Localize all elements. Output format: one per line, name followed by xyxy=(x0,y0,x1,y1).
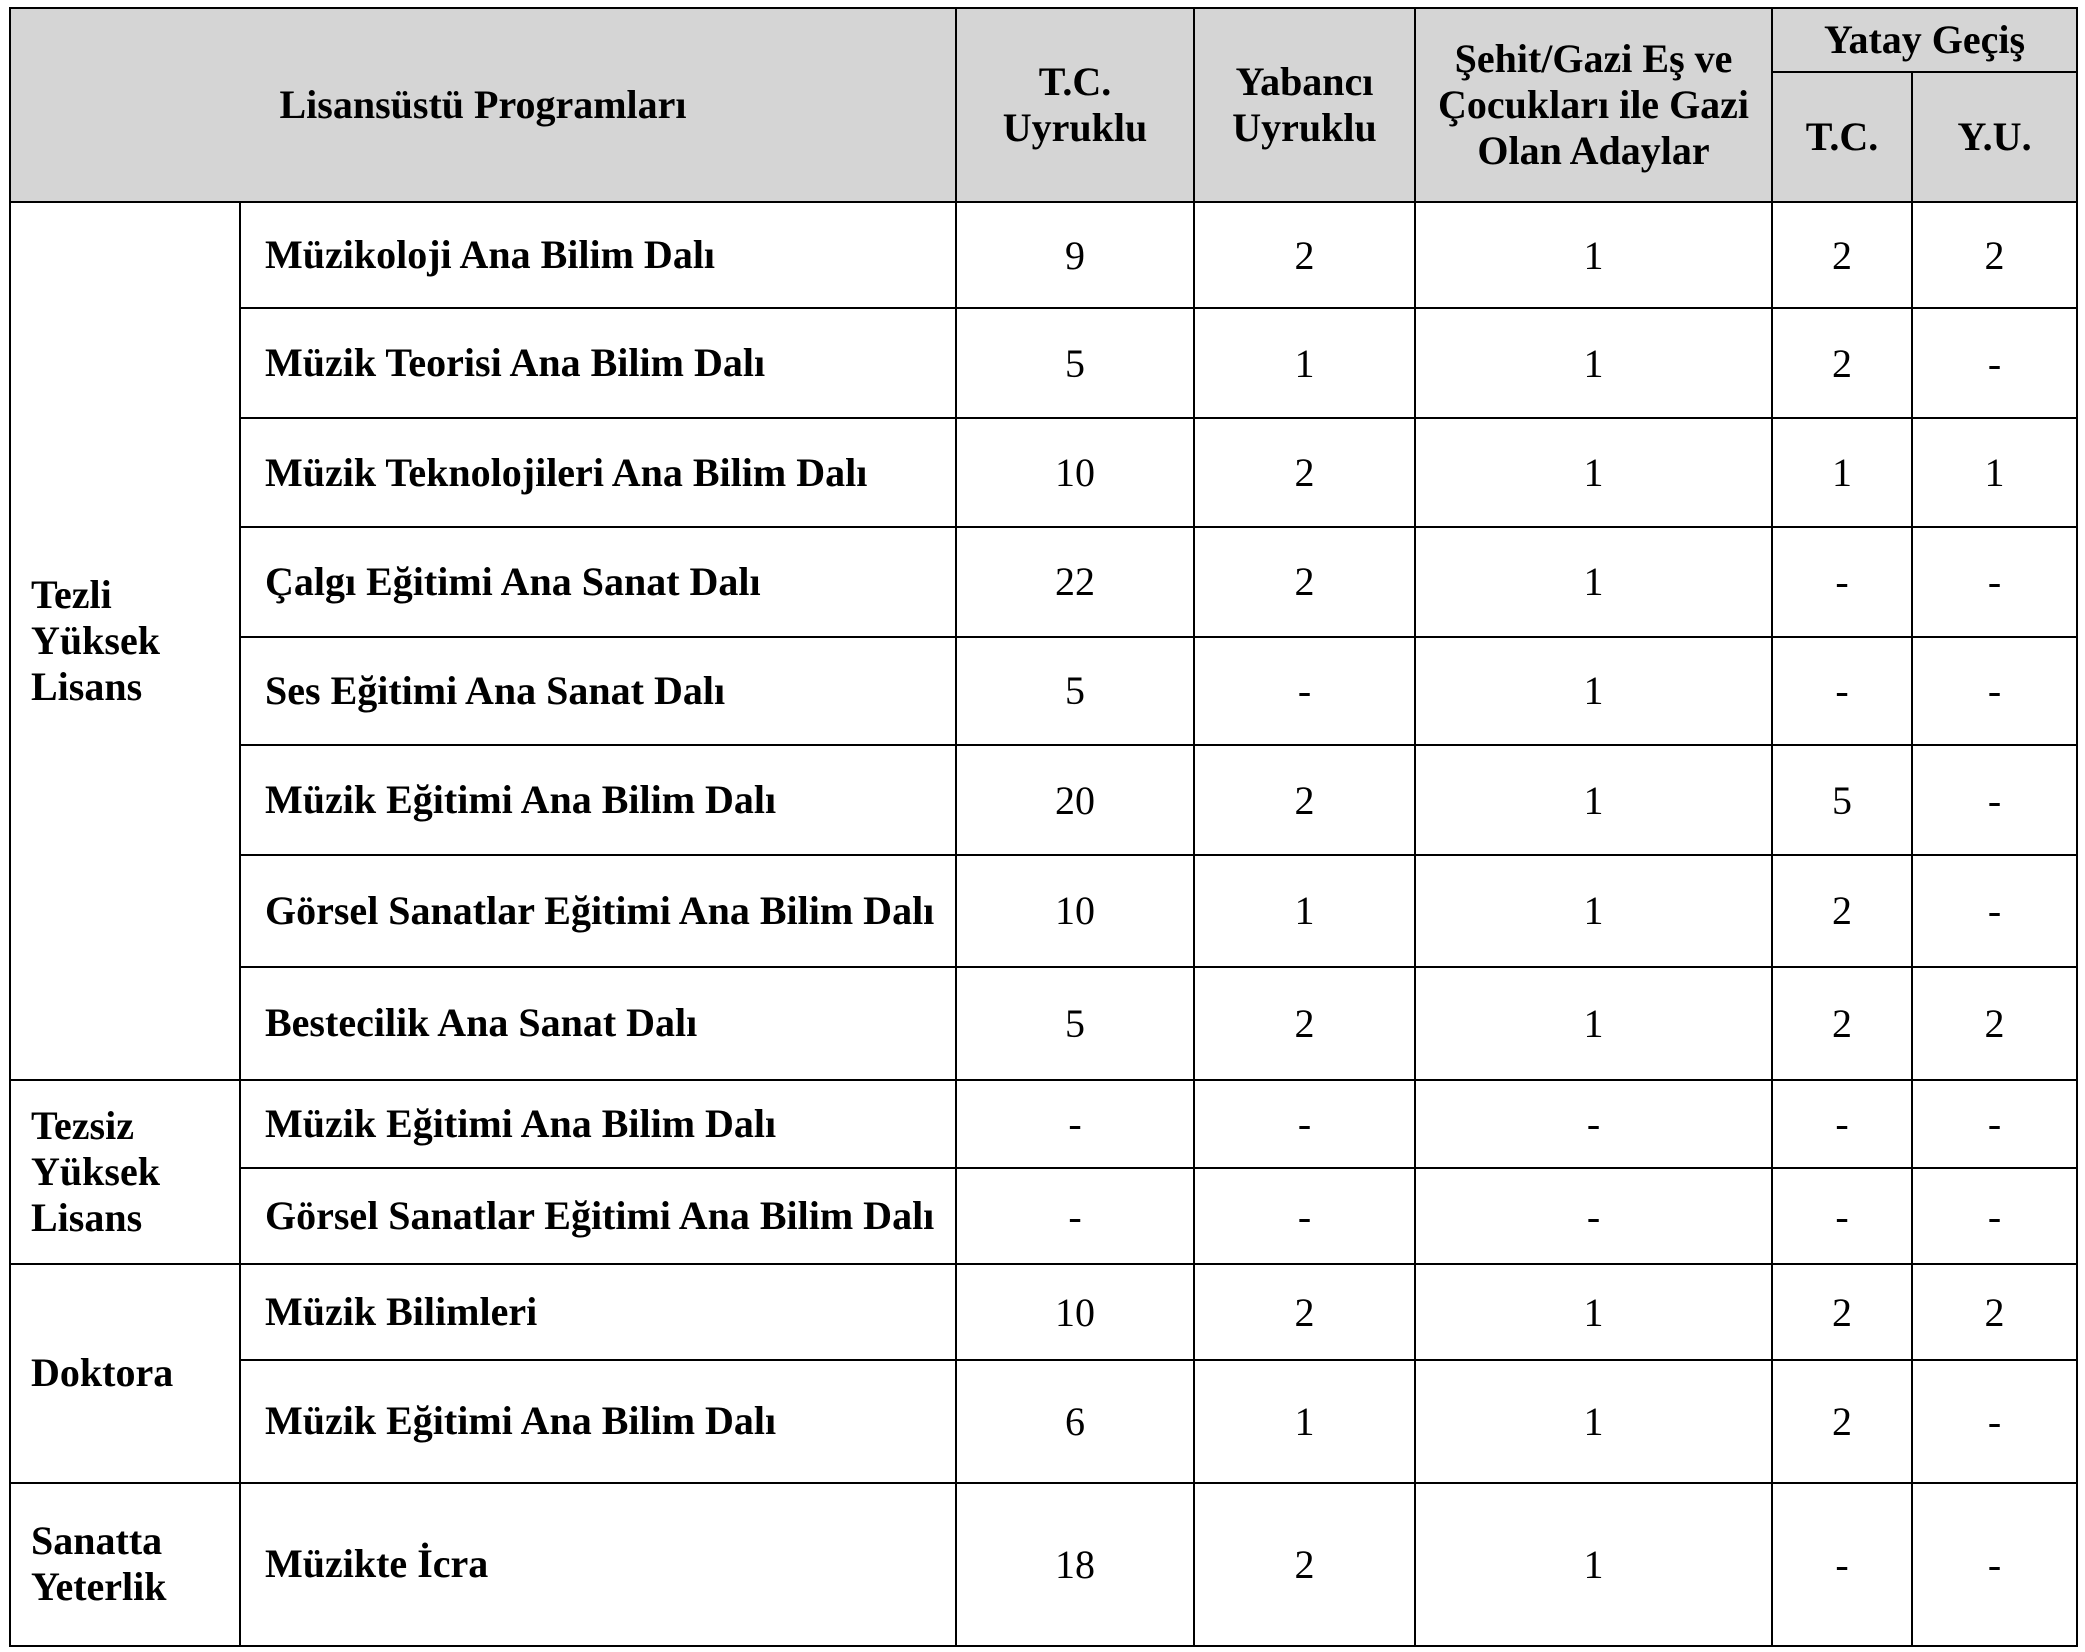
quota-martyr-veteran: 1 xyxy=(1415,855,1772,966)
quota-foreign-nationals: - xyxy=(1194,1168,1415,1264)
program-name: Müzikte İcra xyxy=(240,1483,956,1646)
quota-foreign-nationals: 2 xyxy=(1194,745,1415,855)
program-group-label: Tezsiz Yüksek Lisans xyxy=(31,1102,160,1240)
quota-tc-nationals: 9 xyxy=(956,202,1194,308)
table-row xyxy=(10,855,2077,966)
quota-martyr-veteran: 1 xyxy=(1415,308,1772,418)
quota-tc-nationals: 5 xyxy=(956,967,1194,1080)
table-row xyxy=(10,202,2077,308)
quota-transfer-tc: - xyxy=(1772,527,1912,637)
quota-martyr-veteran: 1 xyxy=(1415,418,1772,526)
quota-martyr-veteran: 1 xyxy=(1415,637,1772,745)
program-name: Müzik Eğitimi Ana Bilim Dalı xyxy=(240,745,956,855)
quota-transfer-tc: 2 xyxy=(1772,1264,1912,1360)
table-row xyxy=(10,745,2077,855)
program-group xyxy=(10,1483,240,1646)
header-programs: Lisansüstü Programları xyxy=(10,8,956,202)
quota-transfer-yu: - xyxy=(1912,1080,2077,1168)
table-header xyxy=(10,8,2077,202)
quota-foreign-nationals: 2 xyxy=(1194,1483,1415,1646)
quota-tc-nationals: 5 xyxy=(956,308,1194,418)
program-name: Müzik Teknolojileri Ana Bilim Dalı xyxy=(240,418,956,526)
quota-martyr-veteran: 1 xyxy=(1415,527,1772,637)
quota-foreign-nationals: 2 xyxy=(1194,418,1415,526)
table-body xyxy=(10,202,2077,1646)
quota-martyr-veteran: 1 xyxy=(1415,745,1772,855)
quota-tc-nationals: - xyxy=(956,1080,1194,1168)
program-group xyxy=(10,1080,240,1264)
table-row xyxy=(10,418,2077,526)
quota-transfer-yu: - xyxy=(1912,308,2077,418)
program-name: Müzik Bilimleri xyxy=(240,1264,956,1360)
quota-martyr-veteran: 1 xyxy=(1415,1483,1772,1646)
quota-transfer-tc: 1 xyxy=(1772,418,1912,526)
quota-transfer-tc: 2 xyxy=(1772,967,1912,1080)
table-row xyxy=(10,637,2077,745)
program-name: Ses Eğitimi Ana Sanat Dalı xyxy=(240,637,956,745)
quota-transfer-tc: - xyxy=(1772,1483,1912,1646)
quota-tc-nationals: - xyxy=(956,1168,1194,1264)
program-name: Müzik Eğitimi Ana Bilim Dalı xyxy=(240,1360,956,1482)
quota-martyr-veteran: 1 xyxy=(1415,1264,1772,1360)
quota-transfer-yu: - xyxy=(1912,745,2077,855)
program-group xyxy=(10,202,240,1080)
header-foreign-nationals: Yabancı Uyruklu xyxy=(1194,8,1415,202)
program-name: Bestecilik Ana Sanat Dalı xyxy=(240,967,956,1080)
header-martyr-veteran: Şehit/Gazi Eş ve Çocukları ile Gazi Olan Adaylar xyxy=(1415,8,1772,202)
program-name: Çalgı Eğitimi Ana Sanat Dalı xyxy=(240,527,956,637)
quota-foreign-nationals: 2 xyxy=(1194,202,1415,308)
quota-transfer-yu: 2 xyxy=(1912,967,2077,1080)
quota-transfer-yu: 1 xyxy=(1912,418,2077,526)
quota-tc-nationals: 10 xyxy=(956,855,1194,966)
quota-martyr-veteran: 1 xyxy=(1415,967,1772,1080)
header-transfer: Yatay Geçiş xyxy=(1772,8,2077,72)
quota-transfer-tc: 2 xyxy=(1772,855,1912,966)
table-row xyxy=(10,1080,2077,1168)
header-tc-nationals: T.C. Uyruklu xyxy=(956,8,1194,202)
quota-foreign-nationals: 2 xyxy=(1194,967,1415,1080)
quota-transfer-yu: - xyxy=(1912,1483,2077,1646)
quota-transfer-tc: - xyxy=(1772,1080,1912,1168)
quota-foreign-nationals: 1 xyxy=(1194,308,1415,418)
quota-martyr-veteran: - xyxy=(1415,1168,1772,1264)
quota-foreign-nationals: 1 xyxy=(1194,1360,1415,1482)
program-group-label: Sanatta Yeterlik xyxy=(31,1518,167,1610)
quota-tc-nationals: 22 xyxy=(956,527,1194,637)
quota-transfer-tc: - xyxy=(1772,637,1912,745)
program-name: Müzik Eğitimi Ana Bilim Dalı xyxy=(240,1080,956,1168)
quota-transfer-tc: 2 xyxy=(1772,308,1912,418)
quota-tc-nationals: 18 xyxy=(956,1483,1194,1646)
quota-tc-nationals: 5 xyxy=(956,637,1194,745)
program-name: Müzikoloji Ana Bilim Dalı xyxy=(240,202,956,308)
quota-transfer-yu: - xyxy=(1912,527,2077,637)
quota-table xyxy=(9,7,2078,1647)
quota-transfer-yu: 2 xyxy=(1912,1264,2077,1360)
table-row xyxy=(10,527,2077,637)
quota-tc-nationals: 10 xyxy=(956,1264,1194,1360)
quota-tc-nationals: 10 xyxy=(956,418,1194,526)
quota-transfer-tc: - xyxy=(1772,1168,1912,1264)
quota-martyr-veteran: 1 xyxy=(1415,202,1772,308)
quota-transfer-yu: 2 xyxy=(1912,202,2077,308)
quota-transfer-yu: - xyxy=(1912,855,2077,966)
table-row xyxy=(10,967,2077,1080)
program-name: Müzik Teorisi Ana Bilim Dalı xyxy=(240,308,956,418)
quota-foreign-nationals: - xyxy=(1194,637,1415,745)
quota-transfer-yu: - xyxy=(1912,637,2077,745)
quota-transfer-tc: 5 xyxy=(1772,745,1912,855)
program-group-label: Doktora xyxy=(31,1350,174,1396)
quota-transfer-yu: - xyxy=(1912,1360,2077,1482)
table-row xyxy=(10,1264,2077,1360)
header-transfer-yu: Y.U. xyxy=(1912,72,2077,202)
quota-martyr-veteran: 1 xyxy=(1415,1360,1772,1482)
quota-martyr-veteran: - xyxy=(1415,1080,1772,1168)
quota-transfer-yu: - xyxy=(1912,1168,2077,1264)
table-row xyxy=(10,1483,2077,1646)
quota-foreign-nationals: 2 xyxy=(1194,527,1415,637)
table-row xyxy=(10,308,2077,418)
header-transfer-tc: T.C. xyxy=(1772,72,1912,202)
quota-transfer-tc: 2 xyxy=(1772,202,1912,308)
table-row xyxy=(10,1360,2077,1482)
table-row xyxy=(10,1168,2077,1264)
quota-tc-nationals: 20 xyxy=(956,745,1194,855)
program-name: Görsel Sanatlar Eğitimi Ana Bilim Dalı xyxy=(240,855,956,966)
program-group xyxy=(10,1264,240,1482)
program-name: Görsel Sanatlar Eğitimi Ana Bilim Dalı xyxy=(240,1168,956,1264)
quota-foreign-nationals: 1 xyxy=(1194,855,1415,966)
quota-foreign-nationals: - xyxy=(1194,1080,1415,1168)
quota-foreign-nationals: 2 xyxy=(1194,1264,1415,1360)
quota-tc-nationals: 6 xyxy=(956,1360,1194,1482)
program-group-label: Tezli Yüksek Lisans xyxy=(31,571,160,709)
quota-transfer-tc: 2 xyxy=(1772,1360,1912,1482)
